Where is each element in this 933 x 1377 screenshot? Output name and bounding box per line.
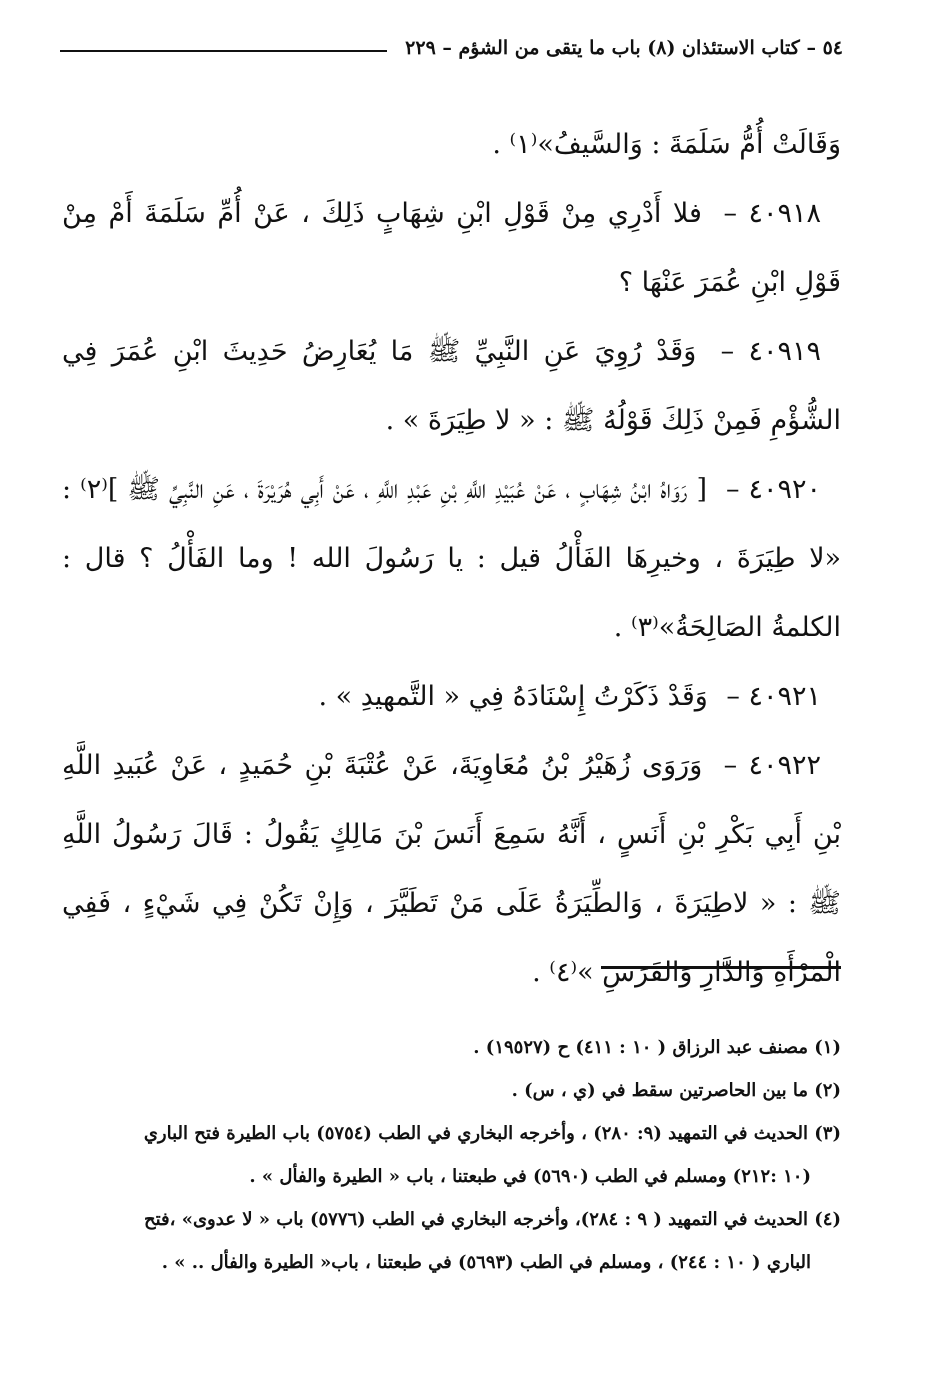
footnote-3: (٣) الحديث في التمهيد (٩: ٢٨٠) ، وأخرجه البخاري في الطب (٥٧٥٤) باب الطيرة فتح الباري bbox=[143, 1123, 841, 1144]
footnote-3-continuation: (١٠ :٢١٢) ومسلم في الطب (٥٦٩٠) في طبعتنا ، باب « الطيرة والفأل » . bbox=[249, 1166, 811, 1187]
paragraph-40920 bbox=[62, 455, 841, 662]
paragraph-number: ٤٠٩١٨ – bbox=[723, 198, 821, 229]
paragraph-40921 bbox=[62, 662, 841, 731]
footnotes bbox=[62, 1026, 841, 1284]
paragraph-40918 bbox=[62, 179, 841, 317]
paragraph-text: وَقَدْ رُوِيَ عَنِ النَّبِيِّ ﷺ مَا يُعَارِضُ حَدِيثَ ابْنِ عُمَرَ فِي الشُّؤْمِ فَمِنْ ذَلِكَ قَوْلُهُ ﷺ : « لا طِيَرَةَ » . bbox=[62, 336, 841, 436]
paragraph-text: وَرَوَى زُهَيْرُ بْنُ مُعَاوِيَةَ، عَنْ عُتْبَةَ بْنِ حُمَيدٍ ، عَنْ عُبَيدِ اللَّهِ بْنِ أَبِي بَكْرِ بْنِ أَنَسٍ ، أَنَّهُ سَمِعَ أَنَسَ بْنَ مَالِكٍ يَقُولُ : قَالَ رَسُولُ اللَّهِ ﷺ : « لاطِيَرَةَ ، وَالطِّيَرَةُ عَلَى مَنْ تَطَيَّرَ ، وَإِنْ تَكُنْ فِي شَيْءٍ ، فَفِي الْمَرْأَةِ وَالدَّارِ وَالفَرَسِ »⁽٤⁾ . bbox=[62, 750, 841, 988]
paragraph-continuation: وَقَالَتْ أُمُّ سَلَمَةَ : وَالسَّيفُ»⁽١⁾ . bbox=[492, 129, 841, 160]
page-header bbox=[60, 30, 843, 66]
paragraph-number: ٤٠٩٢١ – bbox=[726, 681, 821, 712]
paragraph-text: [ رَوَاهُ ابْنُ شِهَابٍ ، عَنْ عُبَيْدِ اللَّهِ بْنِ عَبْدِ اللَّهِ ، عَنْ أَبِي هُرَيْرَةَ ، عَنِ النَّبِيِّ ﷺ ]⁽٢⁾ : «لا طِيَرَةَ ، وخيرِهَا الفَأْلُ قيل : يا رَسُولَ الله ! وما الفَأْلُ ؟ قال : الكلمةُ الصَالِحَةُ»⁽٣⁾ . bbox=[62, 474, 841, 643]
footnote-2: (٢) ما بين الحاصرتين سقط في (ي ، س) . bbox=[511, 1080, 841, 1101]
paragraph-number: ٤٠٩٢٢ – bbox=[723, 750, 821, 781]
footnote-4: (٤) الحديث في التمهيد ( ٩ : ٢٨٤)، وأخرجه البخاري في الطب (٥٧٧٦) باب « لا عدوى» ،فتح bbox=[143, 1209, 841, 1230]
paragraph-number: ٤٠٩٢٠ – bbox=[725, 474, 821, 505]
paragraph-40919 bbox=[62, 317, 841, 455]
main-text bbox=[62, 110, 841, 1007]
paragraph-number: ٤٠٩١٩ – bbox=[720, 336, 821, 367]
header-rule bbox=[60, 50, 387, 52]
running-head: ٥٤ – كتاب الاستئذان (٨) باب ما يتقى من الشؤم – ٢٢٩ bbox=[405, 37, 843, 59]
footnote-1: (١) مصنف عبد الرزاق ( ١٠ : ٤١١) ح (١٩٥٢٧) . bbox=[473, 1037, 841, 1058]
footnote-separator bbox=[601, 966, 841, 969]
paragraph-text: فلا أَدْرِي مِنْ قَوْلِ ابْنِ شِهَابٍ ذَلِكَ ، عَنْ أُمِّ سَلَمَةَ أَمْ مِنْ قَوْلِ ابْنِ عُمَرَ عَنْهَا ؟ bbox=[62, 198, 841, 298]
footnote-4-continuation: الباري ( ١٠ : ٢٤٤) ، ومسلم في الطب (٥٦٩٣) في طبعتنا ، باب« الطيرة والفأل .. » . bbox=[161, 1252, 811, 1273]
paragraph-text: وَقَدْ ذَكَرْتُ إِسْنَادَهُ فِي « التَّمهيدِ » . bbox=[318, 681, 708, 712]
